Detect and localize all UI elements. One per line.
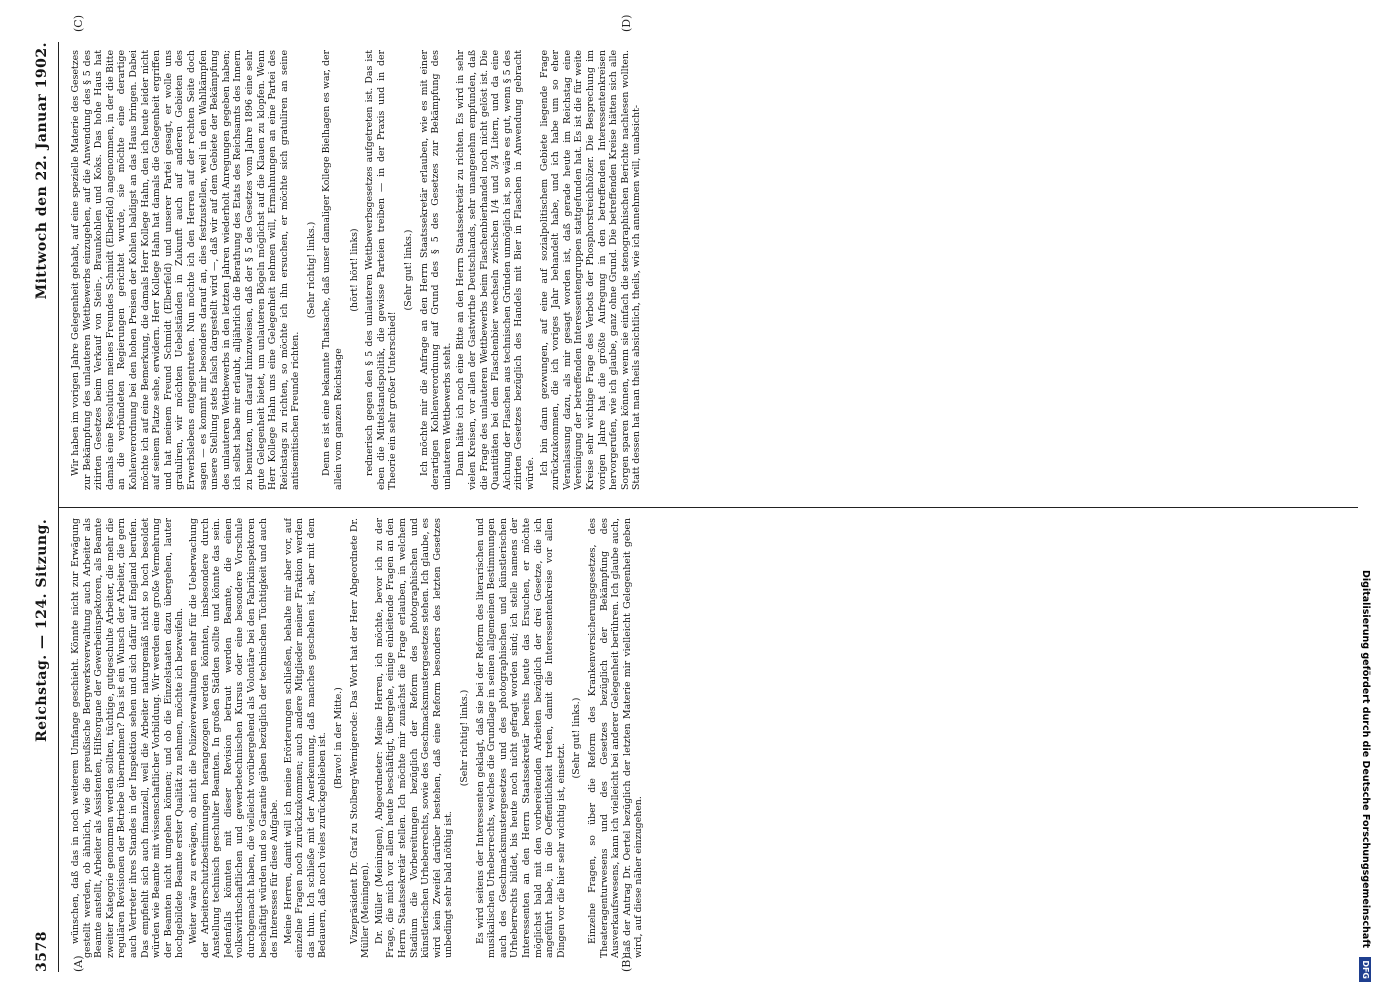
margin-marker-b: (B) bbox=[620, 955, 633, 972]
left-column bbox=[70, 518, 1360, 958]
interjection: (Bravo! in der Mitte.) bbox=[333, 687, 345, 789]
paragraph: Meine Herren, damit will ich meine Erörterungen schließen, behalte mir aber vor, auf einzelne Fragen noch zurückzukommen; auch andere Mitglieder meiner Fraktion werden das thun. Ich schließe mit der Anerkennung, daß manches geschehen ist, aber mit dem Bedauern, daß noch vieles zurückgeblieben ist. bbox=[282, 518, 329, 958]
margin-marker-a: (A) bbox=[72, 955, 85, 972]
paragraph: Denn es ist eine bekannte Thatsache, daß unser damaliger Kollege Bielhagen es war, der allein vom ganzen Reichstage bbox=[321, 50, 345, 490]
paragraph: rednerisch gegen den § 5 des unlauteren Wettbewerbsgesetzes aufgetreten ist. Das ist eben die Mittelstandspolitik, die gewisse Parteien treiben — in der Praxis und in der Theorie ein sehr großer Unterschied! bbox=[364, 50, 399, 490]
page-number: 3578 bbox=[34, 931, 50, 972]
paragraph: Weiter wäre zu erwägen, ob nicht die Polizeiverwaltungen mehr für die Ueberwachung der Arbeiterschutzbestimmungen herangezogen werden könnten, insbesondere durch Anstellung technisch geschulter Beamten. In großen Städten sollte und könnte das sein. Jedenfalls könnten mit dieser Revision betraut werden Beamte, die einen volkswirthschaftlichen und gewerbetechnischen Kursus oder eine besondere Vorschule durchgemacht haben, die vielleicht vorübergehend als Volontäre bei den Fabrikinspektoren beschäftigt würden und so Garantie gäben bezüglich der technischen Tüchtigkeit und auch des Interesses für diese Aufgabe. bbox=[187, 518, 281, 958]
paragraph: wünschen, daß das in noch weiterem Umfange geschieht. Könnte nicht zur Erwägung gestellt werden, ob ähnlich, wie die preußische Bergwerksverwaltung auch Arbeiter als Beamte anstellt, Arbeiter als Assistenten, Hilfsorgane der Gewerbeinspektoren, als Beamte zweiter Kategorie genommen werden sollten, tüchtige, gutgeschulte Arbeiter, die mehr die regulären Revisionen der Betriebe übernehmen? Das ist ein Wunsch der Arbeiter, die gern auch Vertreter ihres Standes in der Inspektion sehen und sich dafür auf England berufen. Das empfiehlt sich auch finanziell, weil die Arbeiter naturgemäß nicht so hoch besoldet würden wie Beamte mit wissenschaftlicher Vorbildung. Wir werden eine große Vermehrung der Beamten nicht umgehen können; und ob die Einzelstaaten dazu übergehen, lauter hochgebildete Beamte erster Qualität zu nehmen, möchte ich bezweifeln. bbox=[70, 518, 186, 958]
paragraph: Dr. Müller (Meiningen), Abgeordneter: Meine Herren, ich möchte, bevor ich zu der Frage, die mich vor allem heute beschäftigt, übergehe, einige einleitende Fragen an den Herrn Staatssekretär stellen. Ich möchte mir zunächst die Frage erlauben, in welchem Stadium die Vorbereitungen bezüglich der Reform des photographischen und künstlerischen Urheberrechts, sowie des Geschmacksmustergesetzes stehen. Ich glaube, es wird kein Zweifel darüber bestehen, daß eine Reform besonders des letzten Gesetzes unbedingt sehr bald nöthig ist. bbox=[373, 518, 455, 958]
credit-text: Digitalisierung gefördert durch die Deutsche Forschungsgemeinschaft bbox=[1360, 570, 1371, 949]
paragraph: Ich bin dann gezwungen, auf eine auf sozialpolitischem Gebiete liegende Frage zurückzukommen, die ich voriges Jahr behandelt habe, und ich habe um so eher Veranlassung dazu, als mir gesagt worden ist, daß gerade heute im Reichstag eine Vereinigung der betreffenden Interessentengruppen stattgefunden hat. Es ist die für weite Kreise sehr wichtige Frage des Verbots der Phosphorstreichhölzer. Die Besprechung im vorigen Jahre hat die größte Aufregung in den betreffenden Interessentenkreisen hervorgerufen, wie ich glaube, ganz ohne Grund. Die betreffenden Kreise hätten sich alle Sorgen sparen können, wenn sie einfach die stenographischen Berichte nachlesen wollten. Statt dessen hat man theils absichtlich, theils, wie ich annehmen will, unabsicht- bbox=[538, 50, 643, 490]
interjection: (Sehr gut! links.) bbox=[571, 697, 583, 779]
paragraph: Dann hätte ich noch eine Bitte an den Herrn Staatssekretär zu richten. Es wird in sehr vielen Kreisen, vor allen der Gastwirthe Deutschlands, sehr unangenehm empfunden, daß die Frage des unlauteren Wettbewerbs beim Flaschenbierhandel noch nicht gelöst ist. Die Quantitäten bei dem Flaschenbier wechseln zwischen 1/4 und 3/4 Litern, und da eine Aichung der Flaschen aus technischen Gründen unmöglich ist, so wäre es gut, wenn § 5 des zitirten Gesetzes bezüglich des Handels mit Bier in Flaschen in Anwendung gebracht würde. bbox=[455, 50, 536, 490]
column-divider bbox=[58, 507, 1358, 508]
session-date: Mittwoch den 22. Januar 1902. bbox=[34, 42, 50, 300]
interjection: (Sehr gut! links.) bbox=[403, 229, 415, 311]
digitization-credit bbox=[1350, 18, 1380, 982]
margin-marker-c: (C) bbox=[72, 15, 85, 32]
session-title: Reichstag. — 124. Sitzung. bbox=[34, 518, 50, 742]
interjection: (Sehr richtig! links.) bbox=[459, 689, 470, 787]
right-column bbox=[70, 50, 1360, 490]
margin-marker-d: (D) bbox=[620, 14, 633, 32]
page-header bbox=[34, 42, 58, 972]
dfg-logo: DFG bbox=[1360, 957, 1372, 982]
paragraph: Ich möchte mir die Anfrage an den Herrn Staatssekretär erlauben, wie es mit einer derartigen Kohlenverordnung auf Grund des § 5 des Gesetzes zur Bekämpfung des unlauteren Wettbewerbs steht. bbox=[418, 50, 453, 490]
speaker-intro: Vizepräsident Dr. Graf zu Stolberg-Wernigerode: Das Wort hat der Herr Abgeordnete Dr. Müller (Meiningen). bbox=[348, 518, 372, 958]
paragraph: Es wird seitens der Interessenten geklagt, daß sie bei der Reform des literarischen und musikalischen Urheberrechts, welches die Grundlage in seinen allgemeinen Bestimmungen auch des Geschmacksmustergesetzes und des photographischen und künstlerischen Urheberrechts bildet, bis heute noch nicht gefragt worden sind; ich stelle namens der Interessenten an den Herrn Staatssekretär bereits heute das Ersuchen, er möchte möglichst bald mit den vorbereitenden Arbeiten bezüglich der drei Gesetze, die ich angeführt habe, in die Oeffentlichkeit treten, damit die Interessentenkreise vor allen Dingen vor die hier sehr wichtig ist, einsetzt. bbox=[474, 518, 567, 958]
interjection: (hört! hört! links) bbox=[348, 228, 360, 312]
paragraph: Einzelne Fragen, so über die Reform des Krankenversicherungsgesetzes, des Theateragenturwesens und des Gesetzes bezüglich der Bekämpfung des Ausverkaufswesens, kann ich vielleicht bei anderer Gelegenheit berühren. Ich glaube auch, daß der Antrag Dr. Oertel bezüglich der letzten Materie mir vielleicht Gelegenheit geben wird, auf diese näher einzugehen. bbox=[586, 518, 645, 958]
interjection: (Sehr richtig! links.) bbox=[305, 221, 317, 319]
paragraph: Wir haben im vorigen Jahre Gelegenheit gehabt, auf eine spezielle Materie des Gesetzes zur Bekämpfung des unlauteren Wettbewerbs einzugehen, auf die Anwendung des § 5 des zitirten Gesetzes beim Verkauf von Stein-, Braunkohlen und Koks. Das hohe Haus hat damals eine Resolution meines Freundes Schmidt (Elberfeld) angenommen, in der die Bitte an die verbündeten Regierungen gerichtet wurde, sie möchte eine derartige Kohlenverordnung bei den hohen Preisen der Kohlen baldigst an das Haus bringen. Dabei möchte ich auf eine Bemerkung, die damals Herr Kollege Hahn, den ich heute leider nicht auf seinem Platze sehe, erwidern. Herr Kollege Hahn hat damals die Gelegenheit ergriffen und hat meinem Freund Schmidt (Elberfeld) und unserer Partei gesagt, er wolle uns gratuliren, wir möchten Uebelständen in Zukunft auch auf anderen Gebieten des Erwerbslebens entgegentreten. Nun möchte ich den Herren auf der rechten Seite doch sagen — es kommt mir besonders darauf an, dies festzustellen, weil in den Wahlkämpfen unsere Stellung stets falsch dargestellt wird —, daß wir auf dem Gebiete der Bekämpfung des unlauteren Wettbewerbs in den letzten Jahren wiederholt Anregungen gegeben haben; ich selbst habe mir erlaubt, alljährlich die Berathung des Etats des Reichsamts des Innern zu benutzen, um darauf hinzuweisen, daß der § 5 des Gesetzes vom Jahre 1896 eine sehr gute Gelegenheit bietet, um unlauteren Bögeln möglichst auf die Klauen zu klopfen. Wenn Herr Kollege Hahn uns eine Gelegenheit nehmen will, Ermahnungen an eine Partei des Reichstags zu richten, so möchte ich ihn ersuchen, er möchte sich gratuliren an seine antisemitischen Freunde richten. bbox=[70, 50, 302, 490]
